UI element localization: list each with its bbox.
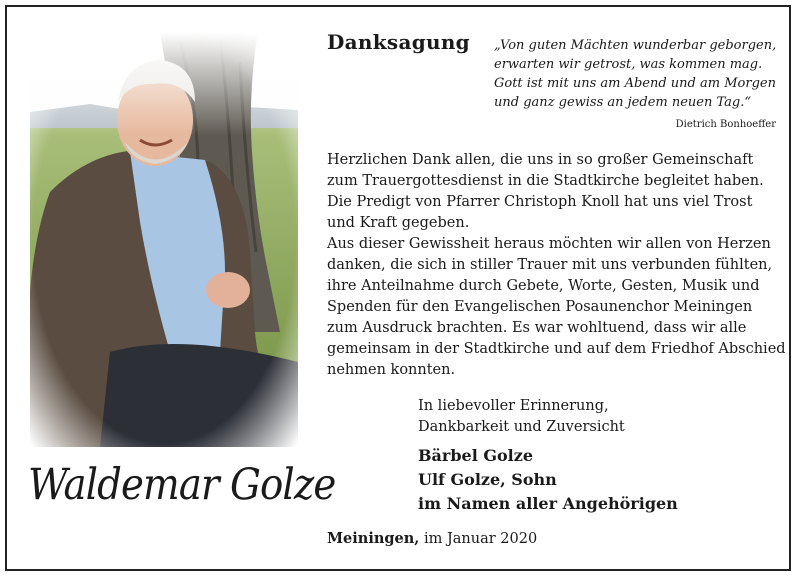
text-line: nehmen konnten. [327, 362, 456, 378]
place-date-text: im Januar 2020 [423, 531, 538, 547]
place-date [327, 530, 537, 547]
text-line: und Kraft gegeben. [327, 215, 470, 231]
closing-line: Dankbarkeit und Zuversicht [418, 419, 625, 435]
signer-line: Ulf Golze, Sohn [418, 470, 557, 489]
portrait-photo [30, 32, 298, 447]
quote-line: und ganz gewiss an jedem neuen Tag.“ [494, 95, 752, 110]
text-line: Die Predigt von Pfarrer Christoph Knoll hat uns viel Trost [327, 194, 753, 210]
text-line: Spenden für den Evangelischen Posaunenchor Meiningen [327, 299, 753, 315]
signer-line: Bärbel Golze [418, 446, 534, 465]
quote-author: Dietrich Bonhoeffer [675, 119, 776, 130]
signers [418, 444, 678, 516]
closing-text [418, 396, 625, 438]
text-line: danken, die sich in stiller Trauer mit uns verbunden fühlten, [327, 257, 773, 273]
page-title: Danksagung [327, 30, 470, 54]
deceased-name: Waldemar Golze [28, 460, 336, 510]
quote-block [494, 36, 784, 112]
text-line: Aus dieser Gewissheit heraus möchten wir allen von Herzen [327, 236, 771, 252]
text-line: zum Trauergottesdienst in die Stadtkirche begleitet haben. [327, 173, 764, 189]
closing-line: In liebevoller Erinnerung, [418, 398, 609, 414]
quote-line: „Von guten Mächten wunderbar geborgen, [494, 38, 777, 53]
text-line: ihre Anteilnahme durch Gebete, Worte, Gesten, Musik und [327, 278, 760, 294]
thanks-text [327, 150, 786, 381]
quote-line: Gott ist mit uns am Abend und am Morgen [494, 76, 776, 91]
place-city: Meiningen, [327, 530, 420, 547]
text-line: zum Ausdruck brachten. Es war wohltuend, dass wir alle [327, 320, 747, 336]
quote-line: erwarten wir getrost, was kommen mag. [494, 57, 763, 72]
signer-line: im Namen aller Angehörigen [418, 494, 678, 513]
text-line: Herzlichen Dank allen, die uns in so großer Gemeinschaft [327, 152, 754, 168]
text-line: gemeinsam in der Stadtkirche und auf dem Friedhof Abschied [327, 341, 786, 357]
